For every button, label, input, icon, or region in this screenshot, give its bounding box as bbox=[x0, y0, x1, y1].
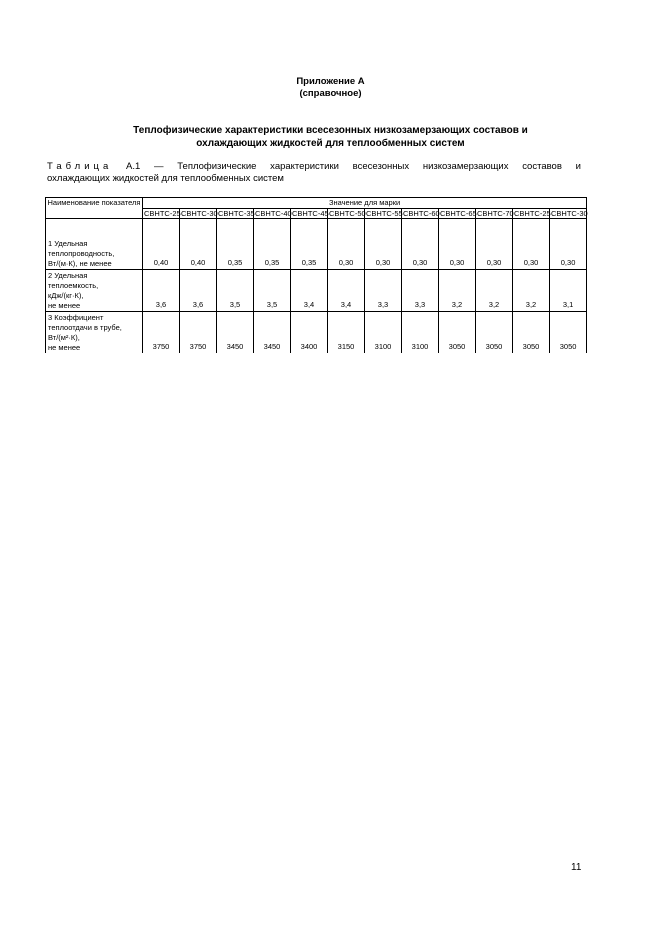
grade-header: СВНТС-35 bbox=[218, 208, 255, 218]
value-cell: 3050 bbox=[513, 312, 550, 354]
caption-word: составов bbox=[522, 161, 562, 172]
value-cell: 3,6 bbox=[180, 270, 217, 312]
caption-number: А.1 bbox=[126, 161, 141, 172]
value-cell: 0,40 bbox=[180, 219, 217, 270]
table-header-row bbox=[46, 198, 587, 209]
param-column-header: Наименование показателя bbox=[46, 198, 143, 219]
value-cell: 0,30 bbox=[402, 219, 439, 270]
value-cell: 3750 bbox=[143, 312, 180, 354]
value-cell: 0,30 bbox=[513, 219, 550, 270]
value-cell: 3,4 bbox=[291, 270, 328, 312]
caption-line-1 bbox=[47, 161, 581, 173]
grade-header: СВНТС-25 bbox=[144, 208, 181, 218]
page-number: 11 bbox=[571, 862, 582, 873]
table-row bbox=[46, 219, 587, 270]
table-body bbox=[46, 219, 587, 354]
value-cell: 3050 bbox=[550, 312, 587, 354]
grade-header: СВНТС-60 bbox=[403, 208, 440, 218]
table-row bbox=[46, 270, 587, 312]
value-cell: 3,5 bbox=[217, 270, 254, 312]
param-name-line: теплопроводность, bbox=[48, 249, 115, 258]
grade-header: СВНТС-25 bbox=[514, 208, 551, 218]
value-cell: 3050 bbox=[476, 312, 513, 354]
value-cell: 3150 bbox=[328, 312, 365, 354]
value-cell: 0,40 bbox=[143, 219, 180, 270]
grade-header: СВНТС-30 bbox=[551, 208, 588, 218]
value-cell: 3750 bbox=[180, 312, 217, 354]
param-name-line: 1 Удельная bbox=[48, 239, 88, 248]
grade-header: СВНТС-40 bbox=[255, 208, 292, 218]
title-line-2: охлаждающих жидкостей для теплообменных систем bbox=[196, 137, 465, 149]
value-cell: 3450 bbox=[254, 312, 291, 354]
value-cell: 3450 bbox=[217, 312, 254, 354]
param-name-cell bbox=[46, 270, 143, 312]
value-cell: 3,6 bbox=[143, 270, 180, 312]
param-name-cell bbox=[46, 312, 143, 354]
param-name-line: Вт/(м²·К), bbox=[48, 333, 80, 342]
param-name-line: теплоемкость, bbox=[48, 281, 99, 290]
param-name-line: кДж/(кг·К), bbox=[48, 291, 84, 300]
grade-header: СВНТС-55 bbox=[366, 208, 403, 218]
param-name-line: 3 Коэффициент bbox=[48, 313, 104, 322]
appendix-subtitle: (справочное) bbox=[299, 88, 362, 99]
caption-line-2: охлаждающих жидкостей для теплообменных систем bbox=[47, 173, 284, 184]
param-name-line: 2 Удельная bbox=[48, 271, 88, 280]
param-name-line: не менее bbox=[48, 343, 81, 352]
value-cell: 3,2 bbox=[513, 270, 550, 312]
value-cell: 3100 bbox=[365, 312, 402, 354]
value-cell: 3100 bbox=[402, 312, 439, 354]
table-caption bbox=[47, 161, 581, 185]
document-title bbox=[60, 125, 601, 150]
caption-label: Таблица bbox=[47, 161, 113, 172]
grade-header: СВНТС-45 bbox=[292, 208, 329, 218]
caption-dash: — bbox=[154, 161, 164, 172]
param-name-cell bbox=[46, 219, 143, 270]
value-cell: 3,1 bbox=[550, 270, 587, 312]
value-cell: 0,30 bbox=[476, 219, 513, 270]
value-cell: 3,2 bbox=[439, 270, 476, 312]
appendix-title: Приложение А bbox=[296, 76, 365, 87]
caption-word: Теплофизические bbox=[177, 161, 257, 172]
value-cell: 3,4 bbox=[328, 270, 365, 312]
param-name-line: не менее bbox=[48, 301, 81, 310]
value-cell: 0,35 bbox=[291, 219, 328, 270]
table-row bbox=[46, 312, 587, 354]
value-cell: 0,30 bbox=[439, 219, 476, 270]
title-line-1: Теплофизические характеристики всесезонных низкозамерзающих составов и bbox=[133, 125, 528, 136]
group-column-header: Значение для марки bbox=[143, 198, 587, 209]
value-cell: 0,30 bbox=[365, 219, 402, 270]
value-cell: 0,30 bbox=[550, 219, 587, 270]
caption-word: и bbox=[575, 161, 581, 172]
value-cell: 3,2 bbox=[476, 270, 513, 312]
grade-header: СВНТС-30 bbox=[181, 208, 218, 218]
caption-word: всесезонных bbox=[352, 161, 410, 172]
properties-table bbox=[45, 197, 587, 353]
caption-word: низкозамерзающих bbox=[422, 161, 509, 172]
grade-header: СВНТС-50 bbox=[329, 208, 366, 218]
value-cell: 3050 bbox=[439, 312, 476, 354]
value-cell: 3,3 bbox=[365, 270, 402, 312]
value-cell: 3400 bbox=[291, 312, 328, 354]
value-cell: 0,35 bbox=[254, 219, 291, 270]
grade-header: СВНТС-65 bbox=[440, 208, 477, 218]
value-cell: 3,5 bbox=[254, 270, 291, 312]
param-name-line: теплоотдачи в трубе, bbox=[48, 323, 122, 332]
grade-header: СВНТС-70 bbox=[477, 208, 514, 218]
value-cell: 0,30 bbox=[328, 219, 365, 270]
param-name-line: Вт/(м·К), не менее bbox=[48, 259, 112, 268]
value-cell: 3,3 bbox=[402, 270, 439, 312]
value-cell: 0,35 bbox=[217, 219, 254, 270]
caption-word: характеристики bbox=[270, 161, 339, 172]
appendix-heading bbox=[0, 76, 661, 100]
